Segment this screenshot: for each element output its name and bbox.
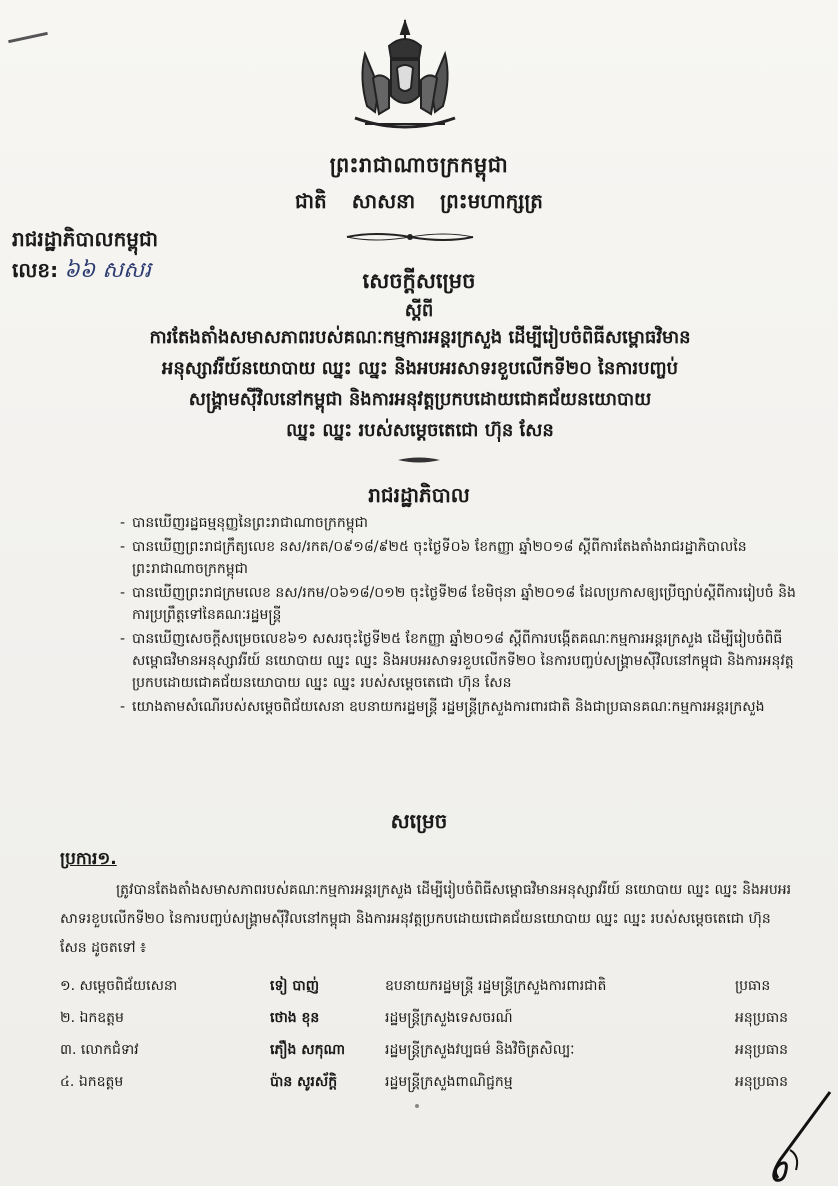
member-title: ៤. ឯកឧត្តម bbox=[60, 1073, 124, 1090]
member-role: អនុប្រធាន bbox=[735, 1073, 789, 1090]
small-divider-icon bbox=[396, 455, 442, 465]
document-type: សេចក្ដីសម្រេច bbox=[362, 269, 476, 293]
table-row bbox=[60, 1034, 820, 1066]
divider-ornament-icon bbox=[345, 230, 475, 244]
member-title: ១. សម្ដេចពិជ័យសេនា bbox=[60, 977, 178, 994]
consideration-item: - បានឃើញរដ្ឋធម្មនុញ្ញនៃព្រះរាជាណាចក្រកម្ពុជា bbox=[120, 512, 810, 534]
reference-label: លេខ: bbox=[12, 258, 59, 282]
consideration-item: - បានឃើញសេចក្ដីសម្រេចលេខ៦១ សសរចុះថ្ងៃទី២៥ ខែកញ្ញា ឆ្នាំ២០១៨ ស្ដីពីការបង្កើតគណៈកម្មការអន្តរក្រសួង ដើម្បីរៀបចំពិធីសម្ពោធវិមានអនុស្សាវរីយ៍ នយោបាយ ឈ្នះ ឈ្នះ និងអបអរសាទរខួបលើកទី២០ នៃការបញ្ចប់សង្គ្រាមស៊ីវិលនៅកម្ពុជា និងការអនុវត្តប្រកបដោយជោគជ័យនយោបាយ ឈ្នះ ឈ្នះ របស់សម្ដេចតេជោ ហ៊ុន សែន bbox=[120, 628, 810, 694]
document-title bbox=[60, 322, 780, 446]
subject-label: ស្ដីពី bbox=[404, 300, 434, 321]
kingdom-title: ព្រះរាជាណាចក្រកម្ពុជា bbox=[329, 153, 509, 177]
members-table bbox=[60, 970, 820, 1098]
member-position: ឧបនាយករដ្ឋមន្ត្រី រដ្ឋមន្ត្រីក្រសួងការពារជាតិ bbox=[385, 977, 607, 994]
table-row bbox=[60, 1066, 820, 1098]
member-role: អនុប្រធាន bbox=[735, 1041, 789, 1058]
member-role: អនុប្រធាន bbox=[735, 1009, 789, 1026]
pen-mark bbox=[8, 32, 48, 43]
member-name: ថោង ខុន bbox=[270, 1009, 320, 1026]
title-line: ការតែងតាំងសមាសភាពរបស់គណៈកម្មការអន្តរក្រសួង ដើម្បីរៀបចំពិធីសម្ពោធវិមាន bbox=[149, 327, 691, 348]
title-line: ឈ្នះ ឈ្នះ របស់សម្ដេចតេជោ ហ៊ុន សែន bbox=[286, 420, 554, 441]
title-line: អនុស្សាវរីយ៍នយោបាយ ឈ្នះ ឈ្នះ និងអបអរសាទរខួបលើកទី២០ នៃការបញ្ចប់ bbox=[161, 358, 679, 379]
issuing-authority: រាជរដ្ឋាភិបាលកម្ពុជា bbox=[12, 227, 158, 251]
consideration-item: - យោងតាមសំណើរបស់សម្ដេចពិជ័យសេនា ឧបនាយករដ្ឋមន្ត្រី រដ្ឋមន្ត្រីក្រសួងការពារជាតិ និងជាប្រធានគណៈកម្មការអន្តរក្រសួង bbox=[120, 696, 810, 718]
member-position: រដ្ឋមន្ត្រីក្រសួងទេសចរណ៍ bbox=[385, 1009, 513, 1026]
reference-value: ៦៦ សសរ bbox=[64, 258, 152, 283]
member-position: រដ្ឋមន្ត្រីក្រសួងពាណិជ្ជកម្ម bbox=[385, 1073, 513, 1090]
article-label: ប្រការ១. bbox=[60, 849, 117, 869]
table-row bbox=[60, 1002, 820, 1034]
article-body: ត្រូវបានតែងតាំងសមាសភាពរបស់គណៈកម្មការអន្តរក្រសួង ដើម្បីរៀបចំពិធីសម្ពោធវិមានអនុស្សាវរីយ៍ នយោបាយ ឈ្នះ ឈ្នះ និងអបអរសាទរខួបលើកទី២០ នៃការបញ្ចប់សង្គ្រាមស៊ីវិលនៅកម្ពុជា និងការអនុវត្តប្រកបដោយជោគជ័យនយោបាយ ឈ្នះ ឈ្នះ របស់សម្ដេចតេជោ ហ៊ុន សែន ដូចតទៅ ៖ bbox=[60, 882, 792, 956]
government-heading: រាជរដ្ឋាភិបាល bbox=[368, 483, 470, 507]
member-name: ភឿង សកុណា bbox=[270, 1041, 346, 1058]
signature-icon bbox=[740, 1090, 838, 1186]
decision-heading: សម្រេច bbox=[390, 809, 448, 833]
national-motto: ជាតិ សាសនា ព្រះមហាក្សត្រ bbox=[295, 189, 543, 213]
speck bbox=[415, 1104, 419, 1108]
considerations-list bbox=[120, 512, 810, 720]
member-position: រដ្ឋមន្ត្រីក្រសួងវប្បធម៌ និងវិចិត្រសិល្បៈ bbox=[385, 1041, 575, 1058]
member-title: ៣. លោកជំទាវ bbox=[60, 1041, 139, 1058]
consideration-item: - បានឃើញព្រះរាជក្រមលេខ នស/រកម/០៦១៨/០១២ ចុះថ្ងៃទី២៨ ខែមិថុនា ឆ្នាំ២០១៨ ដែលប្រកាសឲ្យប្រើច្បាប់ស្ដីពីការរៀបចំ និងការប្រព្រឹត្តទៅនៃគណៈរដ្ឋមន្ត្រី bbox=[120, 582, 810, 626]
table-row bbox=[60, 970, 820, 1002]
member-role: ប្រធាន bbox=[735, 977, 771, 994]
royal-coat-of-arms-icon bbox=[345, 18, 465, 133]
consideration-item: - បានឃើញព្រះរាជក្រឹត្យលេខ នស/រកត/០៩១៨/៩២៥ ចុះថ្ងៃទី០៦ ខែកញ្ញា ឆ្នាំ២០១៨ ស្ដីពីការតែងតាំងរាជរដ្ឋាភិបាលនៃព្រះរាជាណាចក្រកម្ពុជា bbox=[120, 536, 810, 580]
title-line: សង្គ្រាមស៊ីវិលនៅកម្ពុជា និងការអនុវត្តប្រកបដោយជោគជ័យនយោបាយ bbox=[188, 389, 652, 410]
member-name: ទៀ បាញ់ bbox=[270, 977, 320, 994]
member-name: ប៉ាន សូរស័ក្តិ bbox=[270, 1073, 338, 1090]
member-title: ២. ឯកឧត្តម bbox=[60, 1009, 124, 1026]
